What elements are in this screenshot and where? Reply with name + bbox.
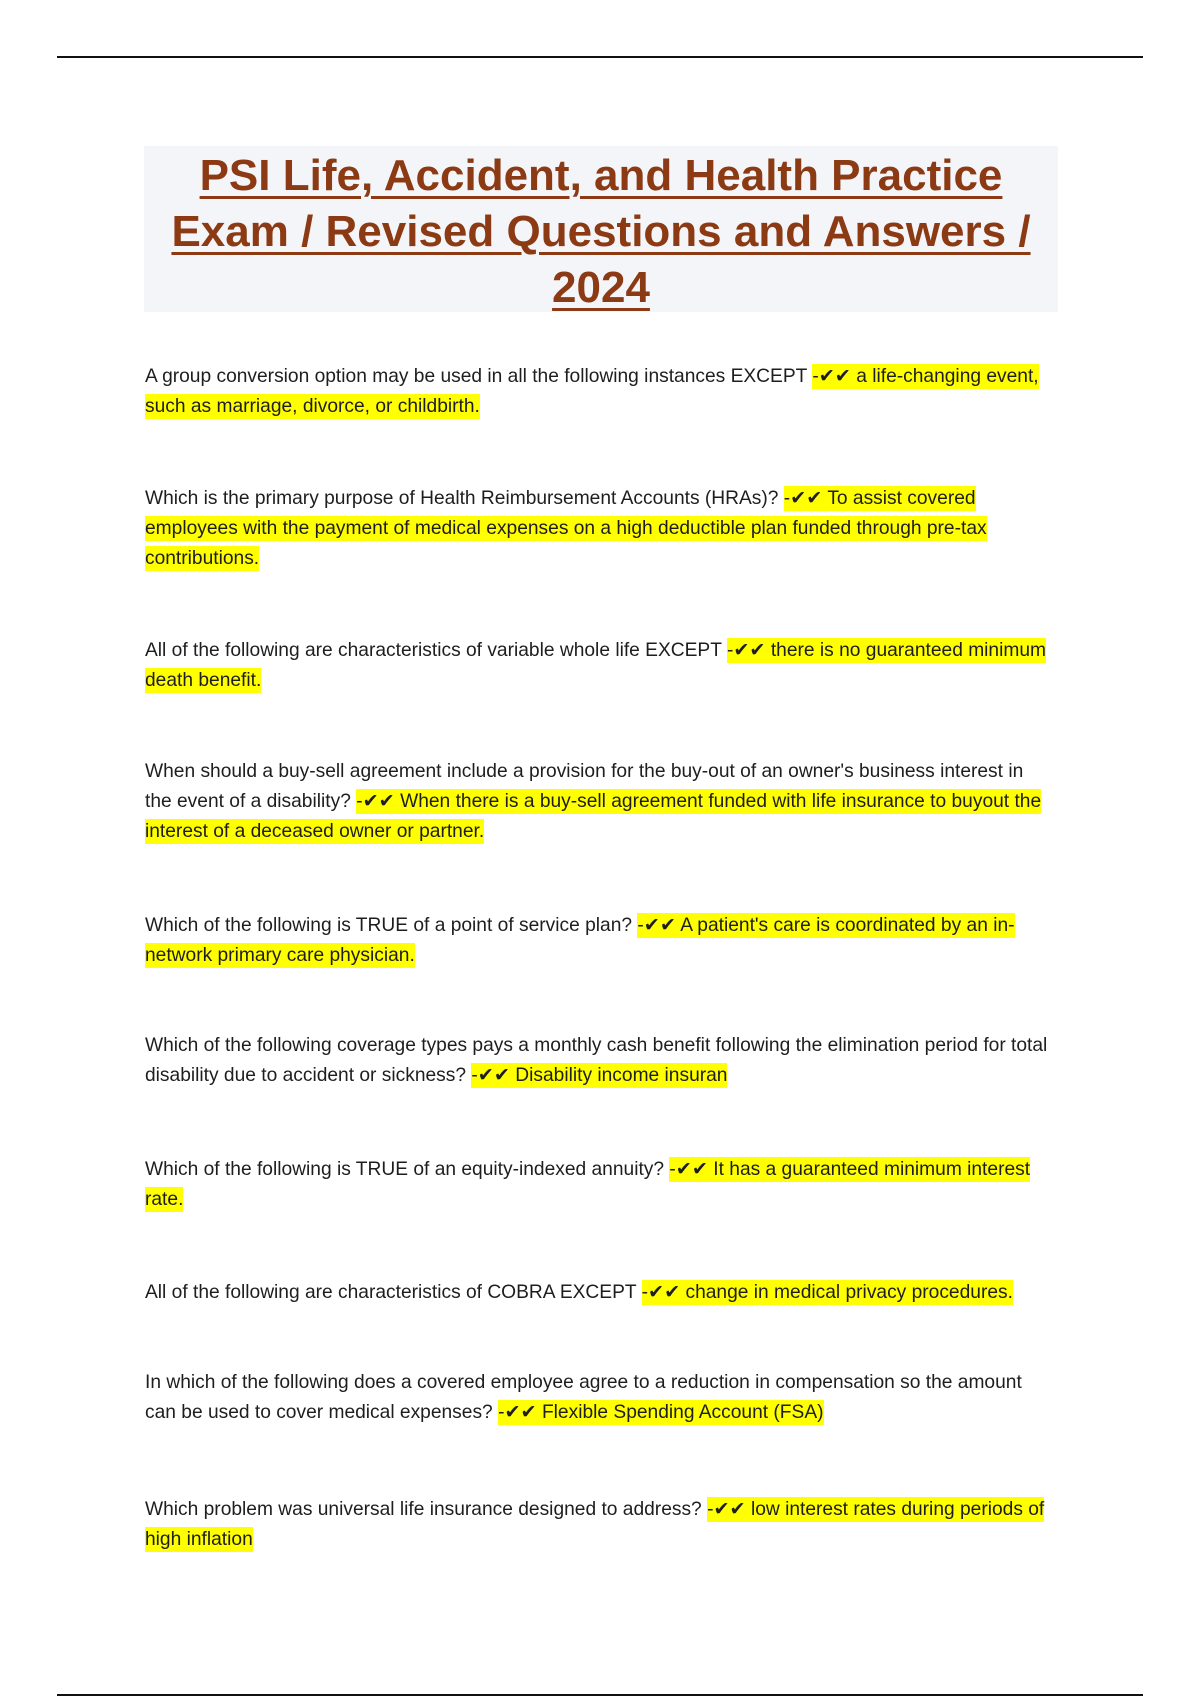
question-text: A group conversion option may be used in all the following instances EXCEPT [145, 366, 807, 387]
question-text: Which of the following coverage types pays a monthly cash benefit following the elimination period for total disability due to accident or sickness? [145, 1035, 1048, 1086]
answer-highlight [471, 1063, 727, 1088]
answer-marker: -✔✔ [641, 1282, 681, 1303]
answer-marker: -✔✔ [669, 1159, 708, 1180]
answer-marker: -✔✔ [783, 488, 823, 509]
answer-highlight [498, 1400, 823, 1425]
qa-item [145, 1278, 1050, 1308]
answer-text: there is no guaranteed minimum death benefit. [145, 640, 1047, 691]
bottom-divider [57, 1694, 1143, 1696]
answer-text: Flexible Spending Account (FSA) [541, 1402, 824, 1423]
answer-marker: -✔✔ [707, 1499, 746, 1520]
answer-text: When there is a buy-sell agreement funded with life insurance to buyout the interest of a deceased owner or partner. [145, 791, 1042, 842]
qa-item [145, 1368, 1050, 1428]
answer-text: change in medical privacy procedures. [685, 1282, 1013, 1303]
qa-item [145, 636, 1050, 696]
answer-text: low interest rates during periods of high inflation [145, 1499, 1045, 1550]
question-text: All of the following are characteristics of COBRA EXCEPT [145, 1282, 637, 1303]
document-title: PSI Life, Accident, and Health Practice Exam / Revised Questions and Answers / 2024 [171, 151, 1031, 312]
question-text: When should a buy-sell agreement include a provision for the buy-out of an owner's business interest in the event of a disability? [145, 761, 1024, 812]
question-text: Which of the following is TRUE of a point of service plan? [145, 915, 633, 936]
question-text: Which of the following is TRUE of an equity-indexed annuity? [145, 1159, 665, 1180]
answer-text: a life-changing event, such as marriage, divorce, or childbirth. [145, 366, 1039, 417]
top-divider [57, 56, 1143, 58]
answer-marker: -✔✔ [637, 915, 676, 936]
answer-marker: -✔✔ [812, 366, 851, 387]
qa-item [145, 911, 1050, 971]
answer-text: A patient's care is coordinated by an in-network primary care physician. [145, 915, 1015, 966]
qa-item [145, 1031, 1050, 1091]
qa-item [145, 484, 1050, 574]
question-text: All of the following are characteristics of variable whole life EXCEPT [145, 640, 722, 661]
title-banner [144, 146, 1058, 312]
answer-marker: -✔✔ [356, 791, 395, 812]
question-text: In which of the following does a covered employee agree to a reduction in compensation so the amount can be used to cover medical expenses? [145, 1372, 1022, 1423]
question-text: Which problem was universal life insurance designed to address? [145, 1499, 702, 1520]
qa-item [145, 1495, 1050, 1555]
qa-item [145, 362, 1050, 422]
question-text: Which is the primary purpose of Health Reimbursement Accounts (HRAs)? [145, 488, 779, 509]
answer-marker: -✔✔ [726, 640, 766, 661]
answer-text: To assist covered employees with the payment of medical expenses on a high deductible plan funded through pre-tax contributions. [145, 488, 987, 569]
qa-item [145, 757, 1050, 847]
answer-highlight [642, 1280, 1013, 1305]
qa-item [145, 1155, 1050, 1215]
answer-marker: -✔✔ [471, 1065, 510, 1086]
answer-text: Disability income insuran [515, 1065, 728, 1086]
answer-marker: -✔✔ [498, 1402, 537, 1423]
answer-text: It has a guaranteed minimum interest rate. [145, 1159, 1031, 1210]
